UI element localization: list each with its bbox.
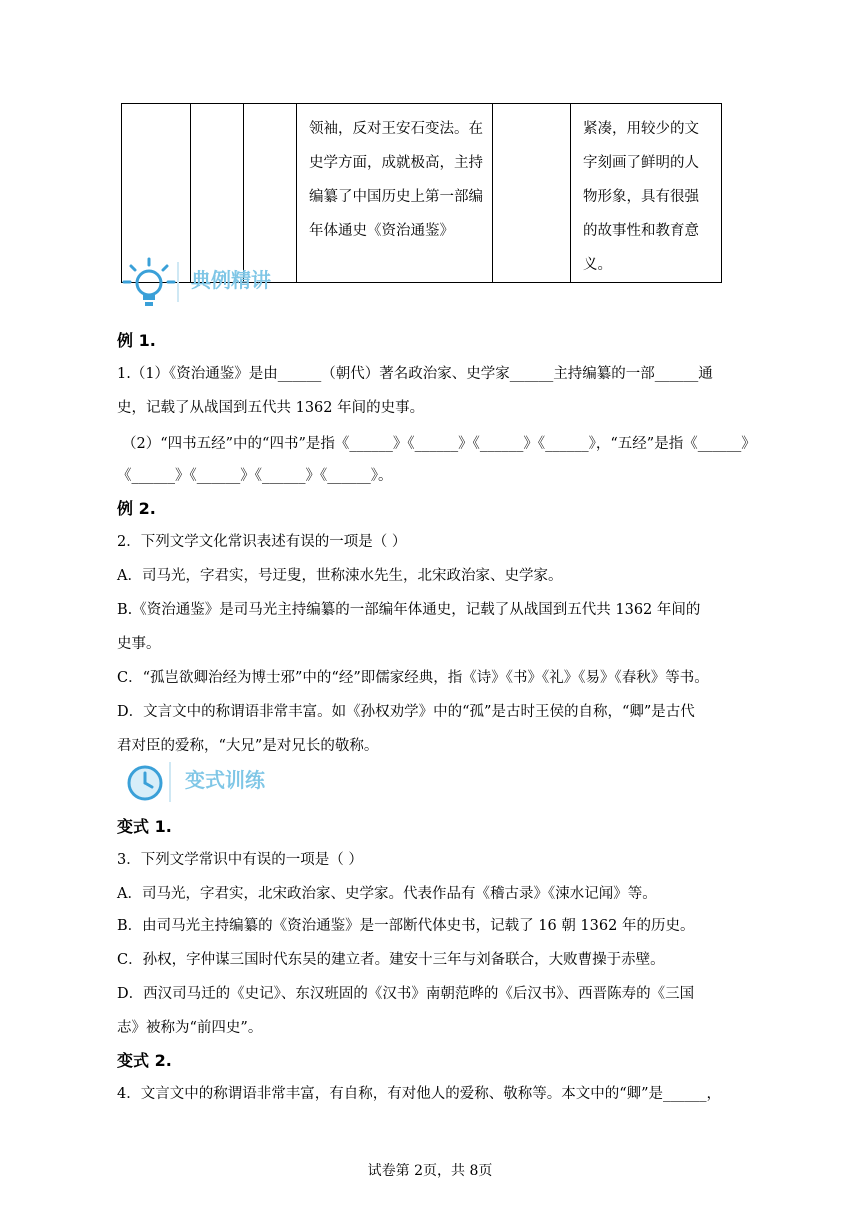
- variant-label: 变式 1.: [117, 817, 172, 836]
- text-line: 1.（1）《资治通鉴》是由______（朝代）著名政治家、史学家______主持编纂的一部______通: [117, 366, 713, 382]
- option-c: C．“孤岂欲卿治经为博士邪”中的“经”即儒家经典，指《诗》《书》《礼》《易》《春秋》等书。: [117, 670, 709, 686]
- example-label: 例 2.: [117, 499, 156, 518]
- variant-label: 变式 2.: [117, 1051, 172, 1070]
- section-header-variant: [121, 756, 421, 812]
- lightbulb-icon: [121, 256, 177, 312]
- text-line: 《______》《______》《______》《______》。: [117, 468, 393, 484]
- option-d: D．文言文中的称谓语非常丰富。如《孙权劝学》中的“孤”是古时王侯的自称，“卿”是古代: [117, 704, 695, 720]
- section-title: 变式训练: [185, 768, 265, 792]
- question-text: 2．下列文学文化常识表述有误的一项是（ ）: [117, 534, 407, 550]
- question-text: 4．文言文中的称谓语非常丰富，有自称，有对他人的爱称、敬称等。本文中的“卿”是______，: [117, 1086, 722, 1102]
- option-d: D．西汉司马迁的《史记》、东汉班固的《汉书》南朝范晔的《后汉书》、西晋陈寿的《三国: [117, 986, 695, 1002]
- section-divider: [177, 262, 179, 302]
- option-a: A．司马光，字君实，号迂叟，世称涑水先生，北宋政治家、史学家。: [117, 568, 563, 584]
- option-a: A．司马光，字君实，北宋政治家、史学家。代表作品有《稽古录》《涑水记闻》等。: [117, 886, 657, 902]
- section-header-example: [121, 256, 421, 312]
- section-title: 典例精讲: [191, 268, 271, 292]
- table-cell: 紧凑，用较少的文字刻画了鲜明的人物形象，具有很强的故事性和教育意义。: [571, 104, 722, 283]
- section-divider: [169, 762, 171, 802]
- option-c: C．孙权，字仲谋三国时代东吴的建立者。建安十三年与刘备联合，大败曹操于赤壁。: [117, 952, 665, 968]
- option-d-cont: 君对臣的爱称，“大兄”是对兄长的敬称。: [117, 738, 379, 754]
- option-d-cont: 志》被称为“前四史”。: [117, 1020, 263, 1036]
- table-cell: [493, 104, 571, 283]
- page-footer: 试卷第 2页，共 8页: [367, 1163, 493, 1179]
- question-text: 3．下列文学常识中有误的一项是（ ）: [117, 852, 363, 868]
- text-line: 史，记载了从战国到五代共 1362 年间的史事。: [117, 400, 425, 416]
- option-b: B.《资治通鉴》是司马光主持编纂的一部编年体通史，记载了从战国到五代共 1362 年间的: [117, 602, 701, 618]
- text-line: （2）“四书五经”中的“四书”是指《______》《______》《______》《______》，“五经”是指《______》: [122, 436, 756, 452]
- option-b: B．由司马光主持编纂的《资治通鉴》是一部断代体史书，记载了 16 朝 1362 年的历史。: [117, 918, 695, 934]
- table-cell: 领袖，反对王安石变法。在史学方面，成就极高，主持编纂了中国历史上第一部编年体通史《资治通鉴》: [297, 104, 493, 283]
- option-b-cont: 史事。: [117, 636, 161, 652]
- example-label: 例 1.: [117, 331, 156, 350]
